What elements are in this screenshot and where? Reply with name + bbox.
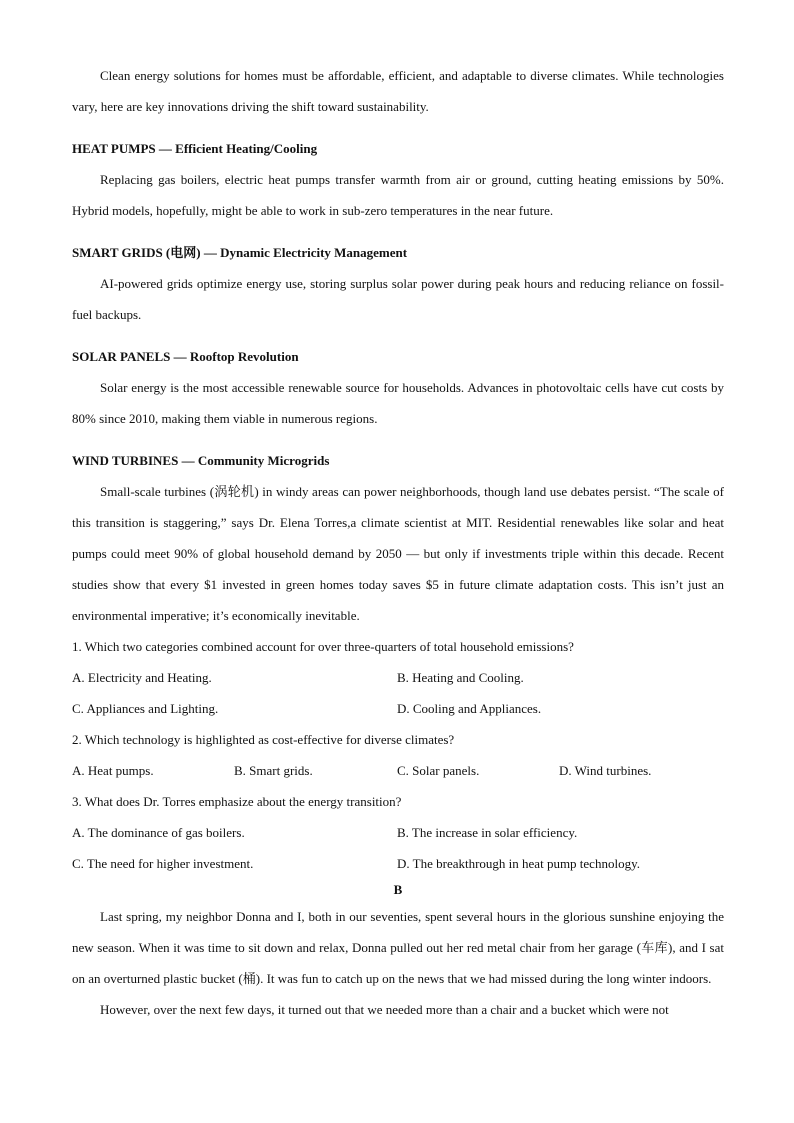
section-heading-solar-panels: SOLAR PANELS — Rooftop Revolution (72, 349, 299, 364)
section-heading-heat-pumps: HEAT PUMPS — Efficient Heating/Cooling (72, 141, 318, 156)
question-3-option-a: A. The dominance of gas boilers. (72, 825, 245, 840)
section-text-smart-grids: AI-powered grids optimize energy use, storing surplus solar power during peak hours and reducing reliance on fossil-fuel backups. (72, 276, 724, 322)
question-3-option-b: B. The increase in solar efficiency. (397, 825, 578, 840)
document-page (72, 60, 724, 1036)
question-1: 1. Which two categories combined account for over three-quarters of total household emissions? (72, 639, 574, 654)
question-2-option-c: C. Solar panels. (397, 763, 480, 778)
section-heading-wind-turbines: WIND TURBINES — Community Microgrids (72, 453, 330, 468)
section-text-solar-panels: Solar energy is the most accessible renewable source for households. Advances in photovoltaic cells have cut costs by 80% since 2010, making them viable in numerous regions. (72, 380, 724, 426)
question-2-option-b: B. Smart grids. (234, 763, 313, 778)
section-b-title: B (393, 882, 403, 897)
section-heading-smart-grids: SMART GRIDS (电网) — Dynamic Electricity Management (72, 245, 408, 260)
section-text-heat-pumps: Replacing gas boilers, electric heat pumps transfer warmth from air or ground, cutting heating emissions by 50%. Hybrid models, hopefully, might be able to work in sub-zero temperatures in the near future. (72, 172, 724, 218)
question-1-option-b: B. Heating and Cooling. (397, 670, 524, 685)
question-2: 2. Which technology is highlighted as cost-effective for diverse climates? (72, 732, 455, 747)
question-3-options (72, 817, 724, 879)
question-1-option-c: C. Appliances and Lighting. (72, 701, 219, 716)
section-text-wind-turbines: Small-scale turbines (涡轮机) in windy areas can power neighborhoods, though land use debates persist. “The scale of this transition is staggering,” says Dr. Elena Torres,a climate scientist at MIT. Residential renewables like solar and heat pumps could meet 90% of global household demand by 2050 — but only if investments triple within this decade. Recent studies show that every $1 invested in green homes today saves $5 in future climate adaptation costs. This isn’t just an environmental imperative; it’s economically inevitable. (72, 484, 724, 623)
question-1-option-a: A. Electricity and Heating. (72, 670, 212, 685)
question-2-option-a: A. Heat pumps. (72, 763, 154, 778)
question-2-option-d: D. Wind turbines. (559, 763, 652, 778)
question-3-option-d: D. The breakthrough in heat pump technology. (397, 856, 640, 871)
section-b-paragraph-1: Last spring, my neighbor Donna and I, both in our seventies, spent several hours in the glorious sunshine enjoying the new season. When it was time to sit down and relax, Donna pulled out her red metal chair from her garage (车库), and I sat on an overturned plastic bucket (桶). It was fun to catch up on the news that we had missed during the long winter indoors. (72, 909, 724, 986)
section-b-paragraph-2: However, over the next few days, it turned out that we needed more than a chair and a bucket which were not (100, 1002, 669, 1017)
question-1-options (72, 662, 724, 724)
question-3: 3. What does Dr. Torres emphasize about the energy transition? (72, 794, 402, 809)
intro-paragraph: Clean energy solutions for homes must be affordable, efficient, and adaptable to diverse climates. While technologies vary, here are key innovations driving the shift toward sustainability. (72, 68, 724, 114)
question-2-options (72, 755, 724, 786)
question-3-option-c: C. The need for higher investment. (72, 856, 254, 871)
question-1-option-d: D. Cooling and Appliances. (397, 701, 542, 716)
